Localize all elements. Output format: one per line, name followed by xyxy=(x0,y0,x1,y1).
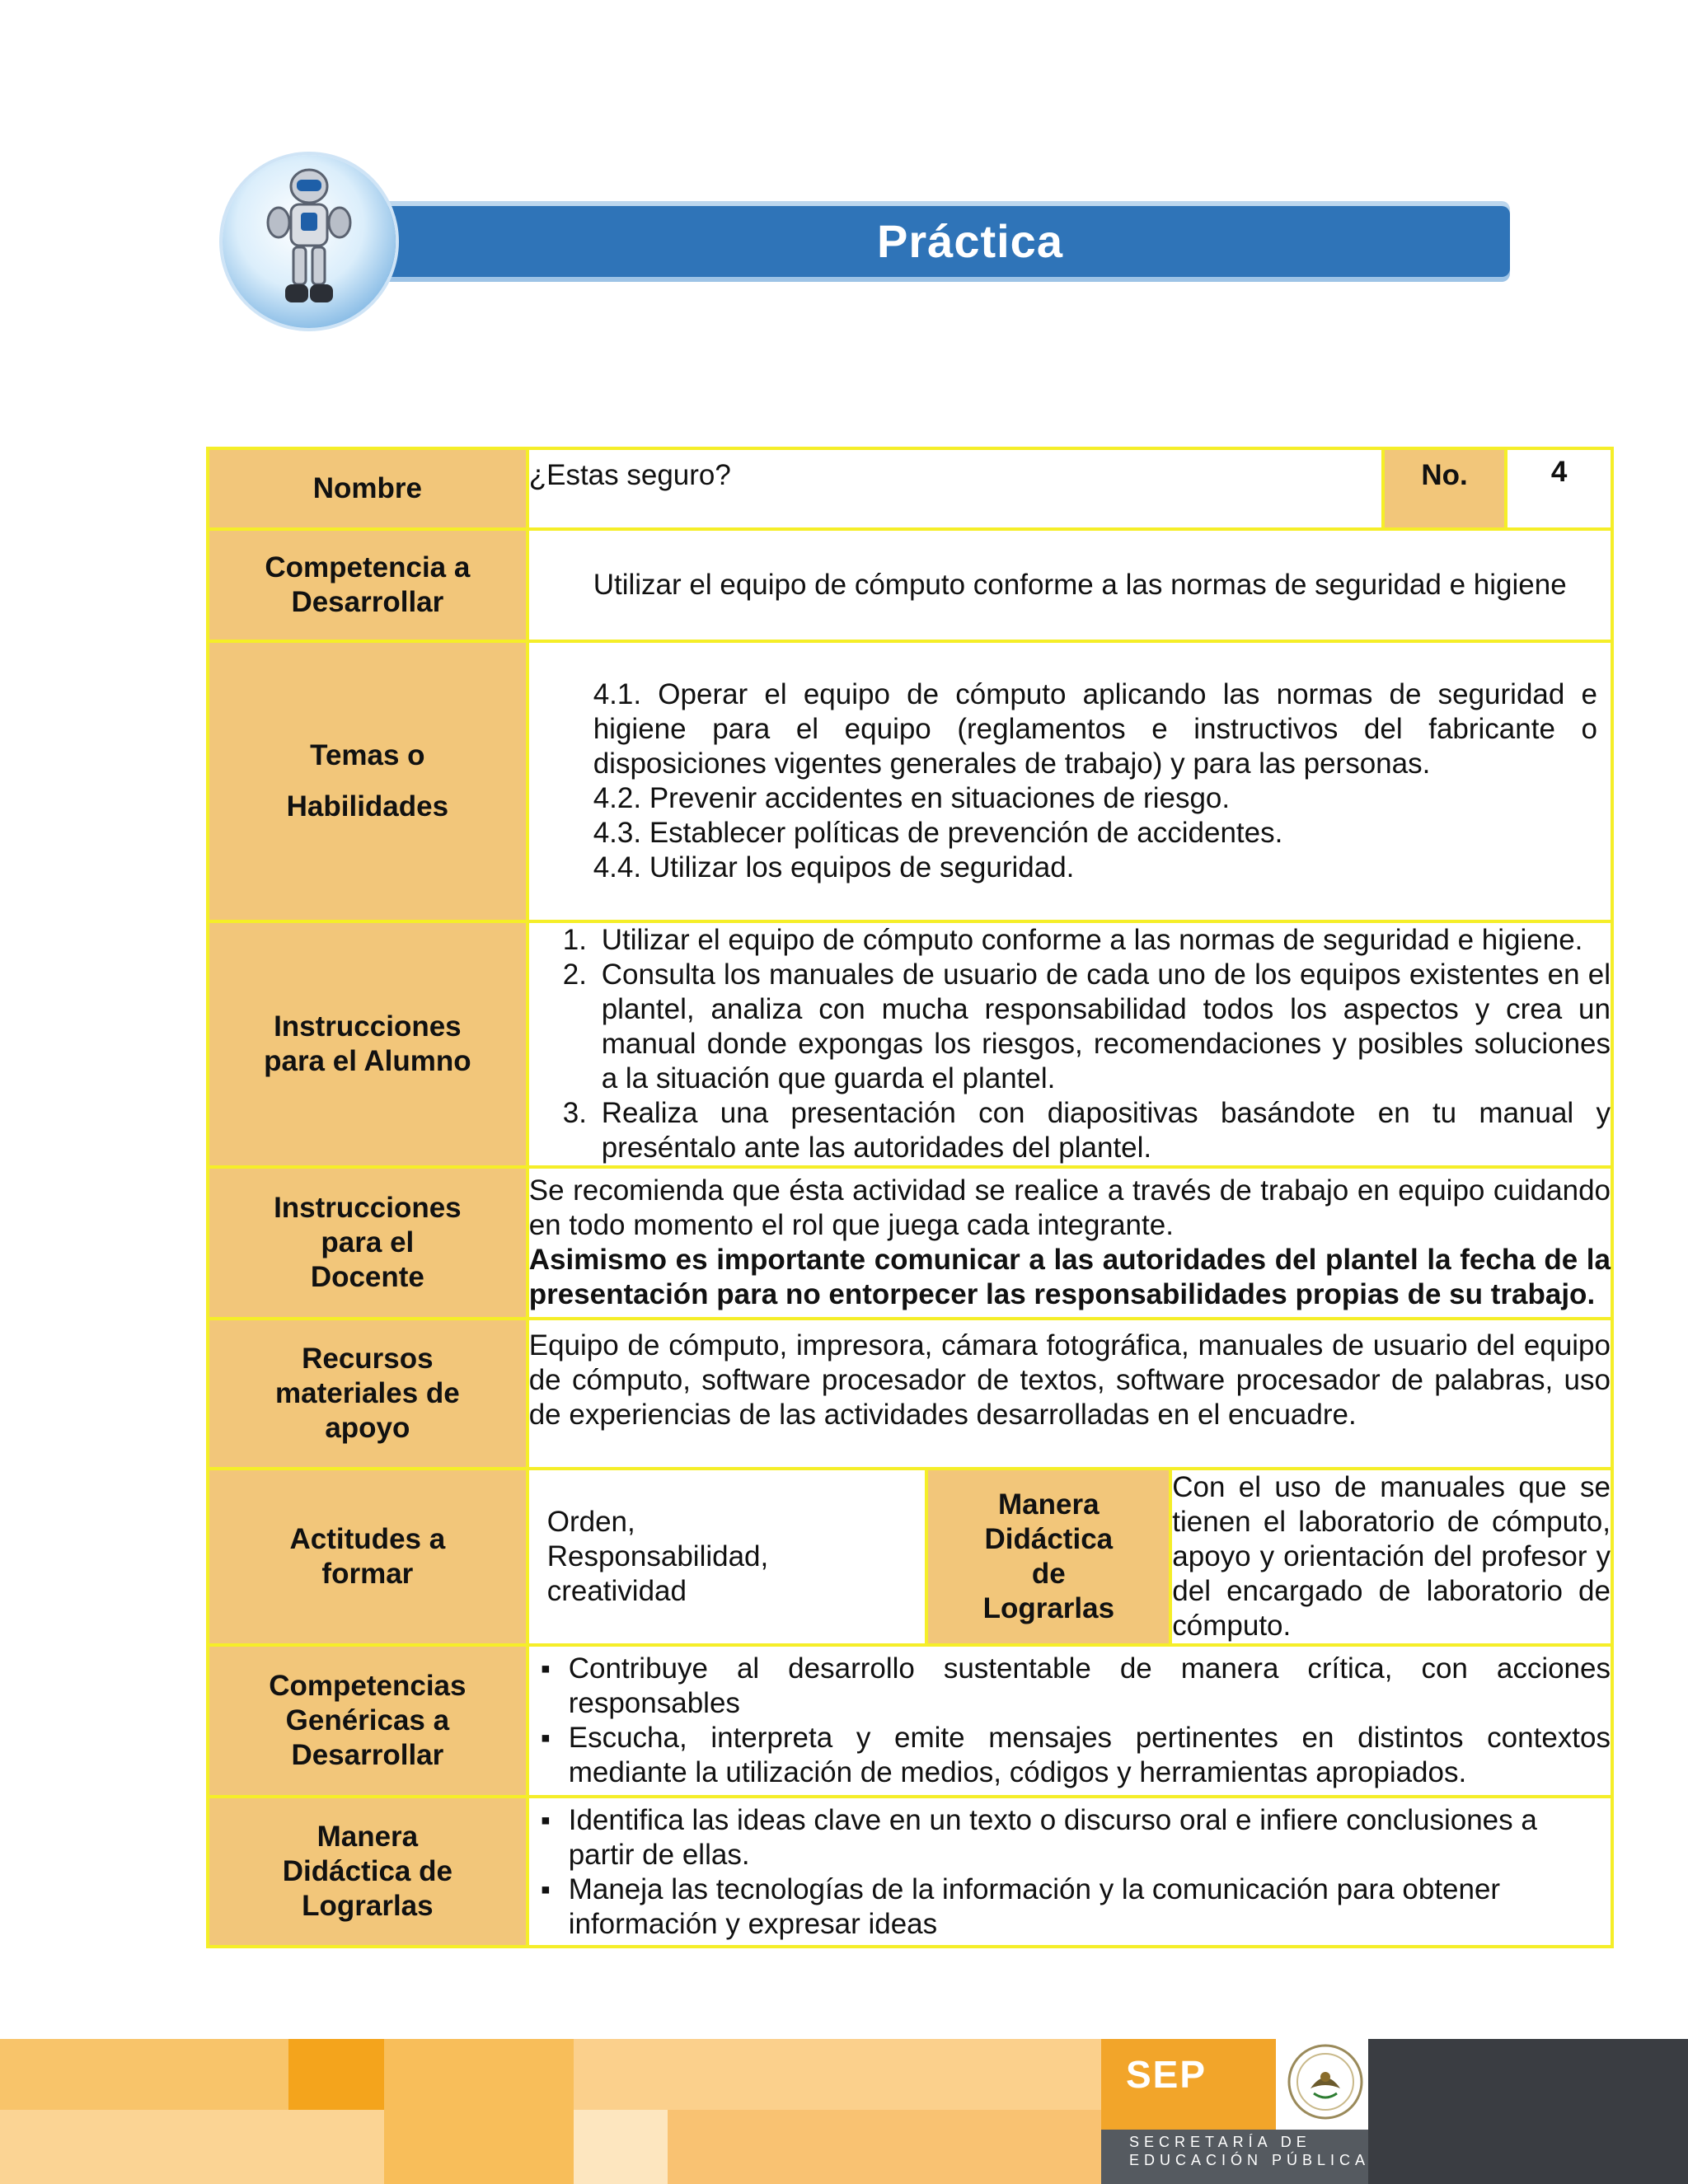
manera-didactica-label-line2: Didáctica de xyxy=(282,1855,452,1887)
actitudes-value xyxy=(528,1469,927,1645)
instruccion-item: 2. Consulta los manuales de usuario de cada uno de los equipos existentes en el plantel, analiza con mucha responsabilidad todos los aspectos y crea un manual donde expongas los riesgos, recomendaciones y posibles soluciones a la situación que guarda el plantel. xyxy=(595,958,1611,1096)
instrucciones-alumno-label xyxy=(208,921,528,1167)
manera-didactica-list xyxy=(529,1803,1611,1942)
actitud-item: Orden, xyxy=(546,1506,635,1538)
temas-label-line1: Temas o xyxy=(310,739,425,771)
competencia-value: Utilizar el equipo de cómputo conforme a las normas de seguridad e higiene xyxy=(528,529,1612,641)
tema-item: 4.3. Establecer políticas de prevención de accidentes. xyxy=(593,817,1283,849)
actitud-item: Responsabilidad, xyxy=(546,1540,769,1572)
row-competencia xyxy=(208,529,1612,641)
recursos-label xyxy=(208,1319,528,1469)
competencia-label-line1: Competencia a xyxy=(265,551,471,583)
instrucciones-docente-label-line1: Instrucciones xyxy=(274,1192,462,1224)
row-actitudes xyxy=(208,1469,1612,1645)
competencias-genericas-value xyxy=(528,1645,1612,1797)
manera-didactica-label-line3: Lograrlas xyxy=(302,1890,434,1922)
actitud-item: creatividad xyxy=(546,1575,687,1607)
competencias-genericas-list xyxy=(529,1652,1611,1790)
tema-item: 4.4. Utilizar los equipos de seguridad. xyxy=(593,851,1075,883)
footer xyxy=(0,2039,1688,2184)
instrucciones-alumno-list xyxy=(557,923,1611,1165)
recursos-label-line3: apoyo xyxy=(325,1412,410,1444)
manera-didactica-item: ▪ Maneja las tecnologías de la información y la comunicación para obtener información y expresar ideas xyxy=(552,1872,1611,1942)
page-title: Práctica xyxy=(877,215,1063,267)
recursos-label-line2: materiales de xyxy=(274,1377,460,1409)
competencia-generica-item: ▪ Escucha, interpreta y emite mensajes pertinentes en distintos contextos mediante la utilización de medios, códigos y herramientas apropiados. xyxy=(552,1721,1611,1790)
tema-item: 4.2. Prevenir accidentes en situaciones de riesgo. xyxy=(593,782,1231,814)
competencias-genericas-label-line3: Desarrollar xyxy=(291,1739,444,1771)
row-recursos xyxy=(208,1319,1612,1469)
competencias-genericas-label-line1: Competencias xyxy=(269,1670,467,1702)
mexico-seal-icon xyxy=(1286,2042,1365,2121)
no-label: No. xyxy=(1383,448,1506,529)
docente-text: Se recomienda que ésta actividad se realice a través de trabajo en equipo cuidando en todo momento el rol que juega cada integrante. xyxy=(528,1174,1611,1241)
instruccion-item: 1. Utilizar el equipo de cómputo conforme a las normas de seguridad e higiene. xyxy=(595,923,1611,958)
docente-bold-text: Asimismo es importante comunicar a las autoridades del plantel la fecha de la presentación para no entorpecer las responsabilidades propias de su trabajo. xyxy=(528,1244,1611,1310)
manera-inner-line3: de xyxy=(1031,1558,1066,1590)
actitudes-label-line2: formar xyxy=(321,1558,414,1590)
row-manera-didactica xyxy=(208,1797,1612,1947)
manera-inner-line4: Lograrlas xyxy=(982,1592,1115,1624)
row-instrucciones-alumno xyxy=(208,921,1612,1167)
nombre-value: ¿Estas seguro? xyxy=(528,448,1383,529)
tema-item: 4.1. Operar el equipo de cómputo aplicando las normas de seguridad e higiene para el equipo (reglamentos e instructivos del fabricante o disposiciones vigentes generales de trabajo) y para las personas. xyxy=(593,678,1597,780)
instrucciones-docente-label-line3: Docente xyxy=(310,1261,424,1293)
nombre-label: Nombre xyxy=(208,448,528,529)
instrucciones-alumno-label-line2: para el Alumno xyxy=(264,1045,471,1077)
no-value: 4 xyxy=(1506,448,1612,529)
manera-inner-line2: Didáctica xyxy=(984,1523,1114,1555)
practica-table xyxy=(206,447,1614,1948)
manera-didactica-inner-value: Con el uso de manuales que se tienen el laboratorio de cómputo, apoyo y orientación del profesor y del encargado de laboratorio de cómputo. xyxy=(1170,1469,1612,1645)
competencia-generica-item: ▪ Contribuye al desarrollo sustentable de manera crítica, con acciones responsables xyxy=(552,1652,1611,1721)
actitudes-label xyxy=(208,1469,528,1645)
row-temas xyxy=(208,641,1612,921)
sep-subtitle xyxy=(1129,2133,1370,2169)
instrucciones-docente-label-line2: para el xyxy=(321,1226,415,1258)
instrucciones-alumno-value xyxy=(528,921,1612,1167)
manera-didactica-item: ▪ Identifica las ideas clave en un texto o discurso oral e infiere conclusiones a partir de ellas. xyxy=(552,1803,1611,1872)
manera-didactica-value xyxy=(528,1797,1612,1947)
manera-inner-line1: Manera xyxy=(998,1488,1100,1521)
competencias-genericas-label-line2: Genéricas a xyxy=(285,1704,450,1736)
instrucciones-docente-label xyxy=(208,1167,528,1319)
row-competencias-genericas xyxy=(208,1645,1612,1797)
row-nombre xyxy=(208,448,1612,529)
row-instrucciones-docente xyxy=(208,1167,1612,1319)
instrucciones-docente-value xyxy=(528,1167,1612,1319)
sep-subtitle-line1: SECRETARÍA DE xyxy=(1129,2134,1311,2150)
competencias-genericas-label xyxy=(208,1645,528,1797)
competencia-label xyxy=(208,529,528,641)
temas-value xyxy=(528,641,1612,921)
competencia-label-line2: Desarrollar xyxy=(291,586,444,618)
temas-label-line2: Habilidades xyxy=(286,790,449,823)
recursos-label-line1: Recursos xyxy=(302,1343,434,1375)
sep-subtitle-line2: EDUCACIÓN PÚBLICA xyxy=(1129,2152,1371,2168)
robot-mascot-icon xyxy=(264,165,354,313)
recursos-value: Equipo de cómputo, impresora, cámara fotográfica, manuales de usuario del equipo de cómputo, software procesador de textos, software procesador de palabras, uso de experiencias de las actividades desarrolladas en el encuadre. xyxy=(528,1319,1612,1469)
actitudes-label-line1: Actitudes a xyxy=(289,1523,446,1555)
instrucciones-alumno-label-line1: Instrucciones xyxy=(274,1010,462,1043)
manera-didactica-inner-label xyxy=(926,1469,1170,1645)
temas-label xyxy=(208,641,528,921)
manera-didactica-label-line1: Manera xyxy=(316,1821,419,1853)
instruccion-item: 3. Realiza una presentación con diapositivas basándote en tu manual y preséntalo ante las autoridades del plantel. xyxy=(595,1096,1611,1165)
manera-didactica-label xyxy=(208,1797,528,1947)
sep-logo: SEP xyxy=(1126,2053,1207,2096)
